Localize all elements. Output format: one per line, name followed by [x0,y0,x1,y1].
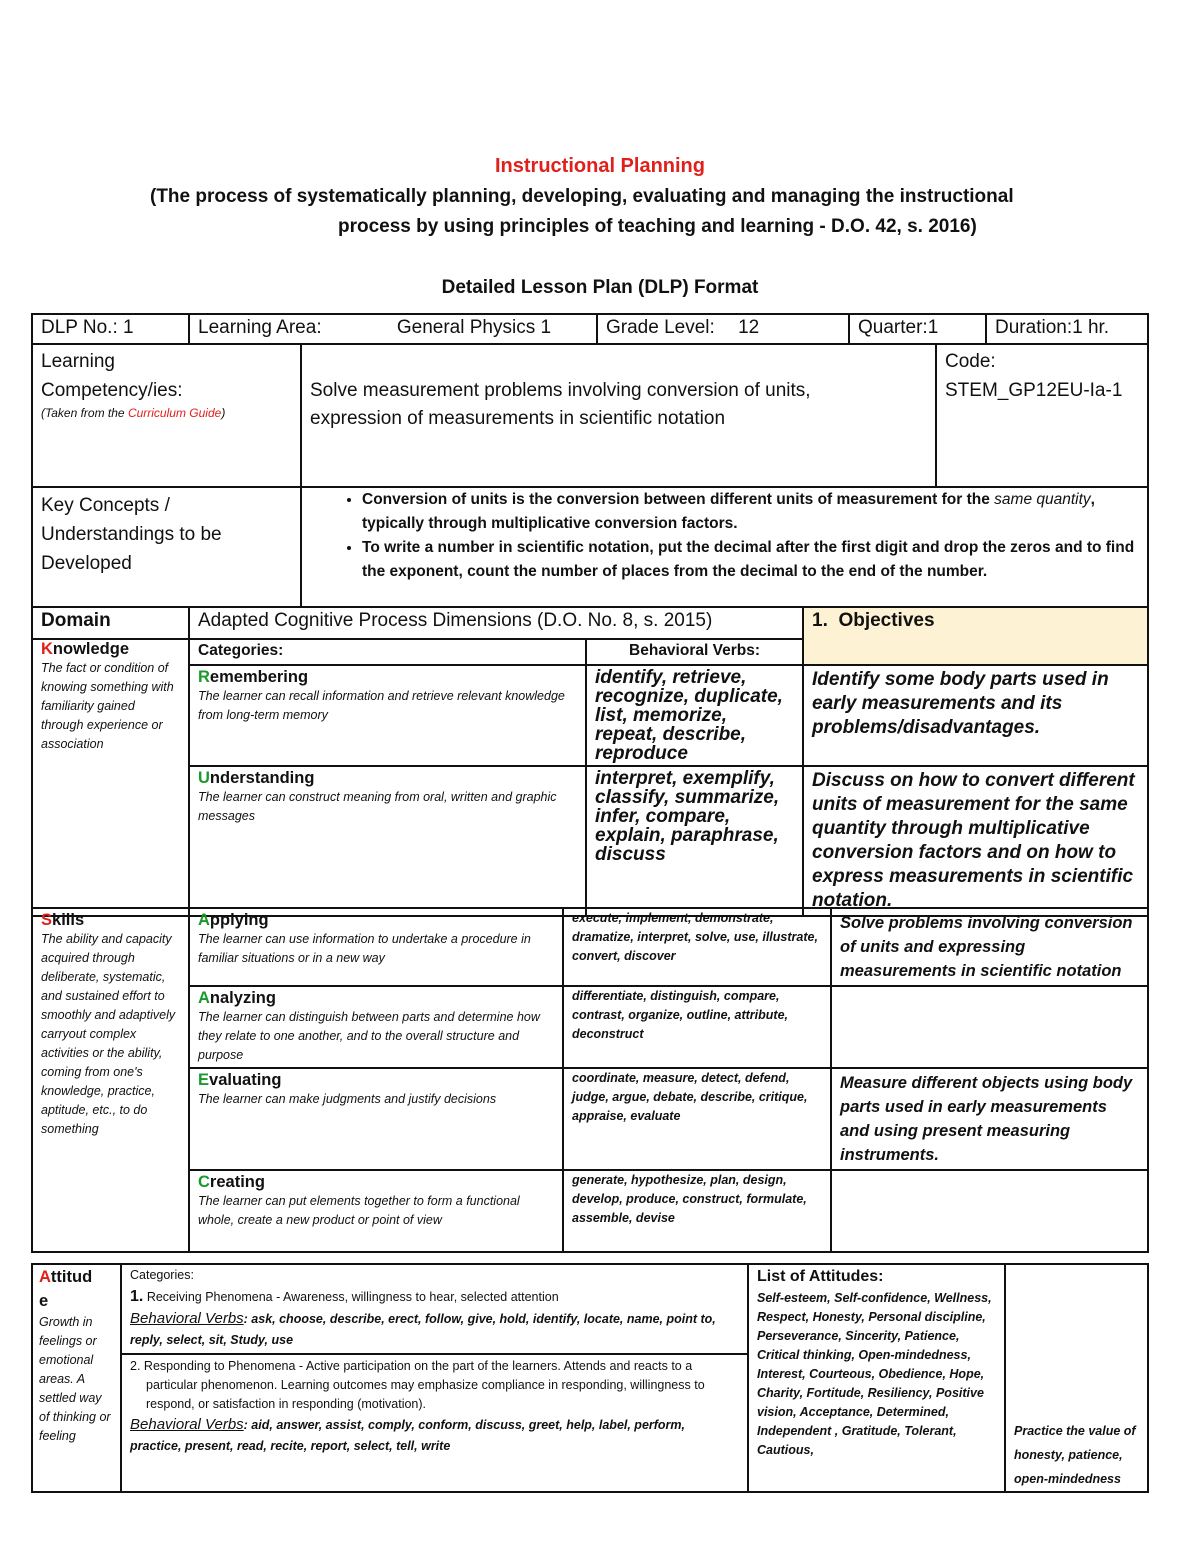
skills-row-creating [32,1170,1148,1252]
key-concepts-label-1: Key Concepts / [41,495,170,516]
attitude-category-2 [121,1354,748,1492]
attitude-title: Attitud e [39,1268,93,1310]
skills-title: Skills [41,911,85,929]
knowledge-title: Knowledge [41,640,130,658]
key-concepts-label-3: Developed [41,553,132,574]
competency-text-1: Solve measurement problems involving conversion of units, [310,380,811,401]
learning-area-label: Learning Area: [198,317,322,338]
attitude-categories-label: Categories: [130,1268,194,1282]
grade-level-label: Grade Level: [606,317,715,338]
skills-table [31,907,1149,1253]
evaluating-title: Evaluating [198,1071,282,1089]
knowledge-table [31,606,1149,917]
attitude-table [31,1263,1149,1493]
remembering-desc: The learner can recall information and retrieve relevant knowledge from long-term memory [198,689,565,722]
key-concepts-text-cell [301,487,1148,607]
applying-desc: The learner can use information to undertake a procedure in familiar situations or in a new way [198,932,531,965]
grade-level-value: 12 [738,317,760,338]
document-title: Instructional Planning [494,155,705,177]
domain-header-row [32,607,1148,639]
domain-header: Domain [32,607,189,639]
competency-label-cell [32,344,301,487]
competency-text-2: expression of measurements in scientific notation [310,408,726,429]
skills-desc: The ability and capacity acquired through deliberate, systematic, and sustained effort to smoothly and adaptively carryout complex activities or the ability, coming from one's knowledge, practice, aptitude, etc., to do something [41,932,176,1136]
remembering-title: Remembering [198,668,309,686]
key-concept-2: • To write a number in scientific notation, put the decimal after the first digit and drop the zeros and to find the exponent, count the number of places from the decimal to the end of the number. [362,536,1139,584]
remembering-cell [189,665,586,766]
dimensions-header: Adapted Cognitive Process Dimensions (D.O. No. 8, s. 2015) [189,607,803,639]
evaluating-cell [189,1068,563,1170]
competency-label-1: Learning [41,351,115,372]
creating-objective [831,1170,1148,1252]
attitude-objective: Practice the value of honesty, patience, open-mindedness [1005,1264,1148,1492]
analyzing-desc: The learner can distinguish between parts and determine how they relate to one another, and to the overall structure and purpose [198,1010,540,1062]
duration: Duration:1 hr. [986,314,1148,344]
learning-area-cell [189,314,597,344]
attitude-row-1 [32,1264,1148,1354]
remembering-objective: Identify some body parts used in early measurements and its problems/disadvantages. [803,665,1148,766]
dlp-main-table [31,313,1149,608]
grade-level-cell [597,314,849,344]
understanding-verbs: interpret, exemplify, classify, summarize, infer, compare, explain, paraphrase, discuss [586,766,803,916]
evaluating-verbs: coordinate, measure, detect, defend, judge, argue, debate, describe, critique, appraise, evaluate [563,1068,831,1170]
knowledge-row-remembering [32,665,1148,766]
receiving-verbs: Behavioral Verbs: ask, choose, describe, erect, follow, give, hold, identify, locate, name, point to, reply, select, sit, Study, use [130,1310,716,1347]
knowledge-desc: The fact or condition of knowing something with familiarity gained through experience or association [41,661,174,751]
creating-title: Creating [198,1173,265,1191]
subtitle-line-2: process by using principles of teaching and learning - D.O. 42, s. 2016) [338,216,977,237]
applying-title: Applying [198,911,269,929]
format-title: Detailed Lesson Plan (DLP) Format [441,277,759,298]
competency-row [32,344,1148,487]
key-concept-1: • Conversion of units is the conversion between different units of measurement for the same quantity, typically through multiplicative conversion factors. [362,488,1139,536]
skills-row-analyzing [32,986,1148,1068]
skills-domain-cell [32,908,189,1252]
responding-verbs: Behavioral Verbs: aid, answer, assist, comply, conform, discuss, greet, help, label, perform, practice, present, read, recite, report, select, tell, write [130,1416,686,1453]
understanding-title: Understanding [198,769,315,787]
key-concepts-row [32,487,1148,607]
attitude-category-1 [121,1264,748,1354]
behavioral-verbs-header: Behavioral Verbs: [586,639,803,665]
code-label: Code: [945,351,996,372]
knowledge-row-understanding [32,766,1148,916]
skills-row-evaluating [32,1068,1148,1170]
analyzing-cell [189,986,563,1068]
key-concepts-list [302,488,1139,584]
understanding-objective: Discuss on how to convert different units of measurement for the same quantity through multiplicative conversion factors and on how to express measurements in scientific notation. [803,766,1148,916]
creating-desc: The learner can put elements together to form a functional whole, create a new product or point of view [198,1194,520,1227]
competency-label-2: Competency/ies: [41,380,183,401]
understanding-cell [189,766,586,916]
knowledge-domain-cell [32,639,189,916]
evaluating-objective: Measure different objects using body parts used in early measurements and using present measuring instruments. [831,1068,1148,1170]
attitude-list-label: List of Attitudes: [757,1268,884,1285]
competency-note: (Taken from the Curriculum Guide) [41,406,226,420]
subtitle-line-1: (The process of systematically planning, developing, evaluating and managing the instructional [150,186,1014,207]
attitude-list: Self-esteem, Self-confidence, Wellness, Respect, Honesty, Personal discipline, Perseverance, Sincerity, Patience, Critical thinking, Open-mindedness, Interest, Courteous, Obedience, Hope, Charity, Fortitude, Resiliency, Positive vision, Acceptance, Determined, Independent , Gratitude, Tolerant, Cautious, [757,1291,992,1457]
info-row [32,314,1148,344]
learning-area-value: General Physics 1 [396,317,552,338]
analyzing-title: Analyzing [198,989,276,1007]
remembering-verbs: identify, retrieve, recognize, duplicate, list, memorize, repeat, describe, reproduce [586,665,803,766]
document-subtitle [145,182,1065,242]
creating-cell [189,1170,563,1252]
code-cell [936,344,1148,487]
applying-verbs: execute, implement, demonstrate, dramatize, interpret, solve, use, illustrate, convert, discover [563,908,831,986]
receiving-phenomena: 1. Receiving Phenomena - Awareness, willingness to hear, selected attention [130,1288,559,1305]
analyzing-verbs: differentiate, distinguish, compare, contrast, organize, outline, attribute, deconstruct [563,986,831,1068]
applying-cell [189,908,563,986]
key-concepts-label-2: Understandings to be [41,524,222,545]
responding-phenomena: 2. Responding to Phenomena - Active participation on the part of the learners. Attends and reacts to a particular phenomenon. Learning outcomes may emphasize compliance in responding, willingness to respond, or satisfaction in responding (motivation). [130,1359,705,1411]
competency-text-cell [301,344,936,487]
attitude-domain-cell [32,1264,121,1492]
quarter: Quarter:1 [849,314,986,344]
analyzing-objective [831,986,1148,1068]
applying-objective: Solve problems involving conversion of units and expressing measurements in scientific notation [831,908,1148,986]
attitude-list-cell [748,1264,1005,1492]
key-concepts-label-cell [32,487,301,607]
code-value: STEM_GP12EU-Ia-1 [945,380,1123,401]
objectives-header: 1. Objectives [803,607,1148,665]
attitude-desc: Growth in feelings or emotional areas. A settled way of thinking or feeling [39,1315,111,1443]
curriculum-guide-link: Curriculum Guide [127,406,222,420]
evaluating-desc: The learner can make judgments and justify decisions [198,1092,497,1106]
dlp-number: DLP No.: 1 [32,314,189,344]
understanding-desc: The learner can construct meaning from oral, written and graphic messages [198,790,557,823]
skills-row-applying [32,908,1148,986]
creating-verbs: generate, hypothesize, plan, design, develop, produce, construct, formulate, assemble, devise [563,1170,831,1252]
categories-header: Categories: [189,639,586,665]
